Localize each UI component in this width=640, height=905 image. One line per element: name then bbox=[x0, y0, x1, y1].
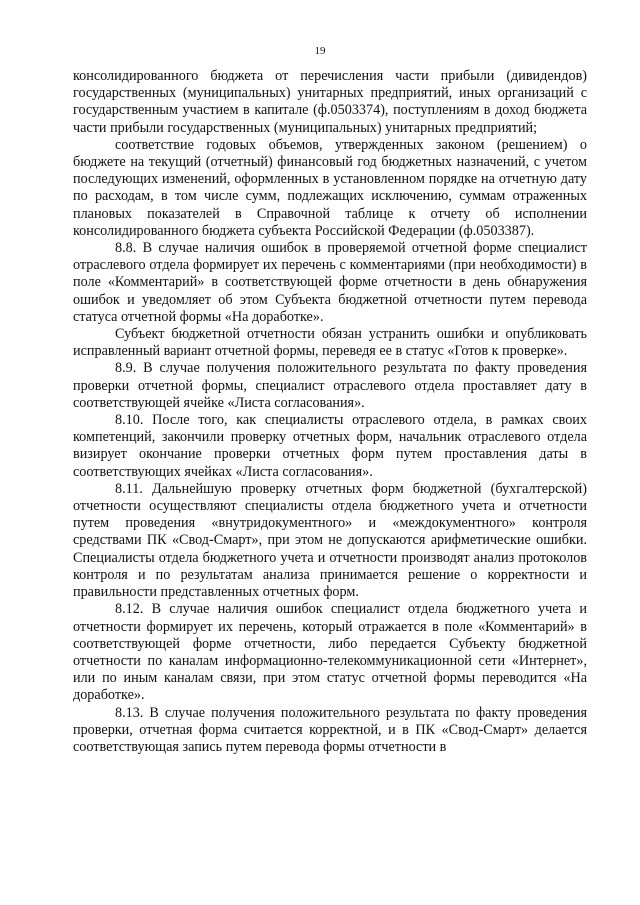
paragraph-8-8: 8.8. В случае наличия ошибок в проверяемой отчетной форме специалист отраслевого отдела формирует их перечень с комментариями (при необходимости) в поле «Комментарий» в соответствующей форме отчетности в день обнаружения ошибок и уведомляет об этом Субъекта бюджетной отчетности путем перевода статуса отчетной формы «На доработке». bbox=[73, 240, 587, 325]
paragraph-8-12: 8.12. В случае наличия ошибок специалист отдела бюджетного учета и отчетности формирует их перечень, который отражается в поле «Комментарий» в соответствующей форме отчетности, либо передается Субъекту бюджетной отчетности по каналам информационно-телекоммуникационной сети «Интернет», или по иным каналам связи, при этом статус отчетной формы переводится «На доработке». bbox=[73, 601, 587, 704]
paragraph-continuation: консолидированного бюджета от перечисления части прибыли (дивидендов) государственных (муниципальных) унитарных предприятий, иных организаций с государственным участием в капитале (ф.0503374), поступлениям в доход бюджета части прибыли государственных (муниципальных) унитарных предприятий; bbox=[73, 68, 587, 136]
document-body bbox=[73, 68, 587, 756]
paragraph-8-10: 8.10. После того, как специалисты отраслевого отдела, в рамках своих компетенций, закончили проверку отчетных форм, начальник отраслевого отдела визирует окончание проверки отчетных форм путем проставления даты в соответствующих ячейках «Листа согласования». bbox=[73, 412, 587, 480]
paragraph-8-9: 8.9. В случае получения положительного результата по факту проведения проверки отчетной формы, специалист отраслевого отдела проставляет дату в соответствующей ячейке «Листа согласования». bbox=[73, 360, 587, 411]
page-number: 19 bbox=[314, 45, 326, 57]
paragraph-budget-compliance: соответствие годовых объемов, утвержденных законом (решением) о бюджете на текущий (отчетный) финансовый год бюджетных назначений, с учетом последующих изменений, оформленных в установленном порядке на отчетную дату по расходам, в том числе сумм, подлежащих исключению, суммам отраженных плановых показателей в Справочной таблице к отчету об исполнении консолидированного бюджета субъекта Российской Федерации (ф.0503387). bbox=[73, 136, 587, 239]
paragraph-8-13: 8.13. В случае получения положительного результата по факту проведения проверки, отчетная форма считается корректной, и в ПК «Свод-Смарт» делается соответствующая запись путем перевода формы отчетности в bbox=[73, 704, 587, 755]
paragraph-8-11: 8.11. Дальнейшую проверку отчетных форм бюджетной (бухгалтерской) отчетности осуществляют специалисты отдела бюджетного учета и отчетности путем проведения «внутридокументного» и «междокументного» контроля средствами ПК «Свод-Смарт», при этом не допускаются арифметические ошибки. Специалисты отдела бюджетного учета и отчетности производят анализ протоколов контроля и по результатам анализа принимается решение о корректности и правильности представленных отчетных форм. bbox=[73, 480, 587, 601]
paragraph-subject-obligation: Субъект бюджетной отчетности обязан устранить ошибки и опубликовать исправленный вариант отчетной формы, переведя ее в статус «Готов к проверке». bbox=[73, 326, 587, 360]
